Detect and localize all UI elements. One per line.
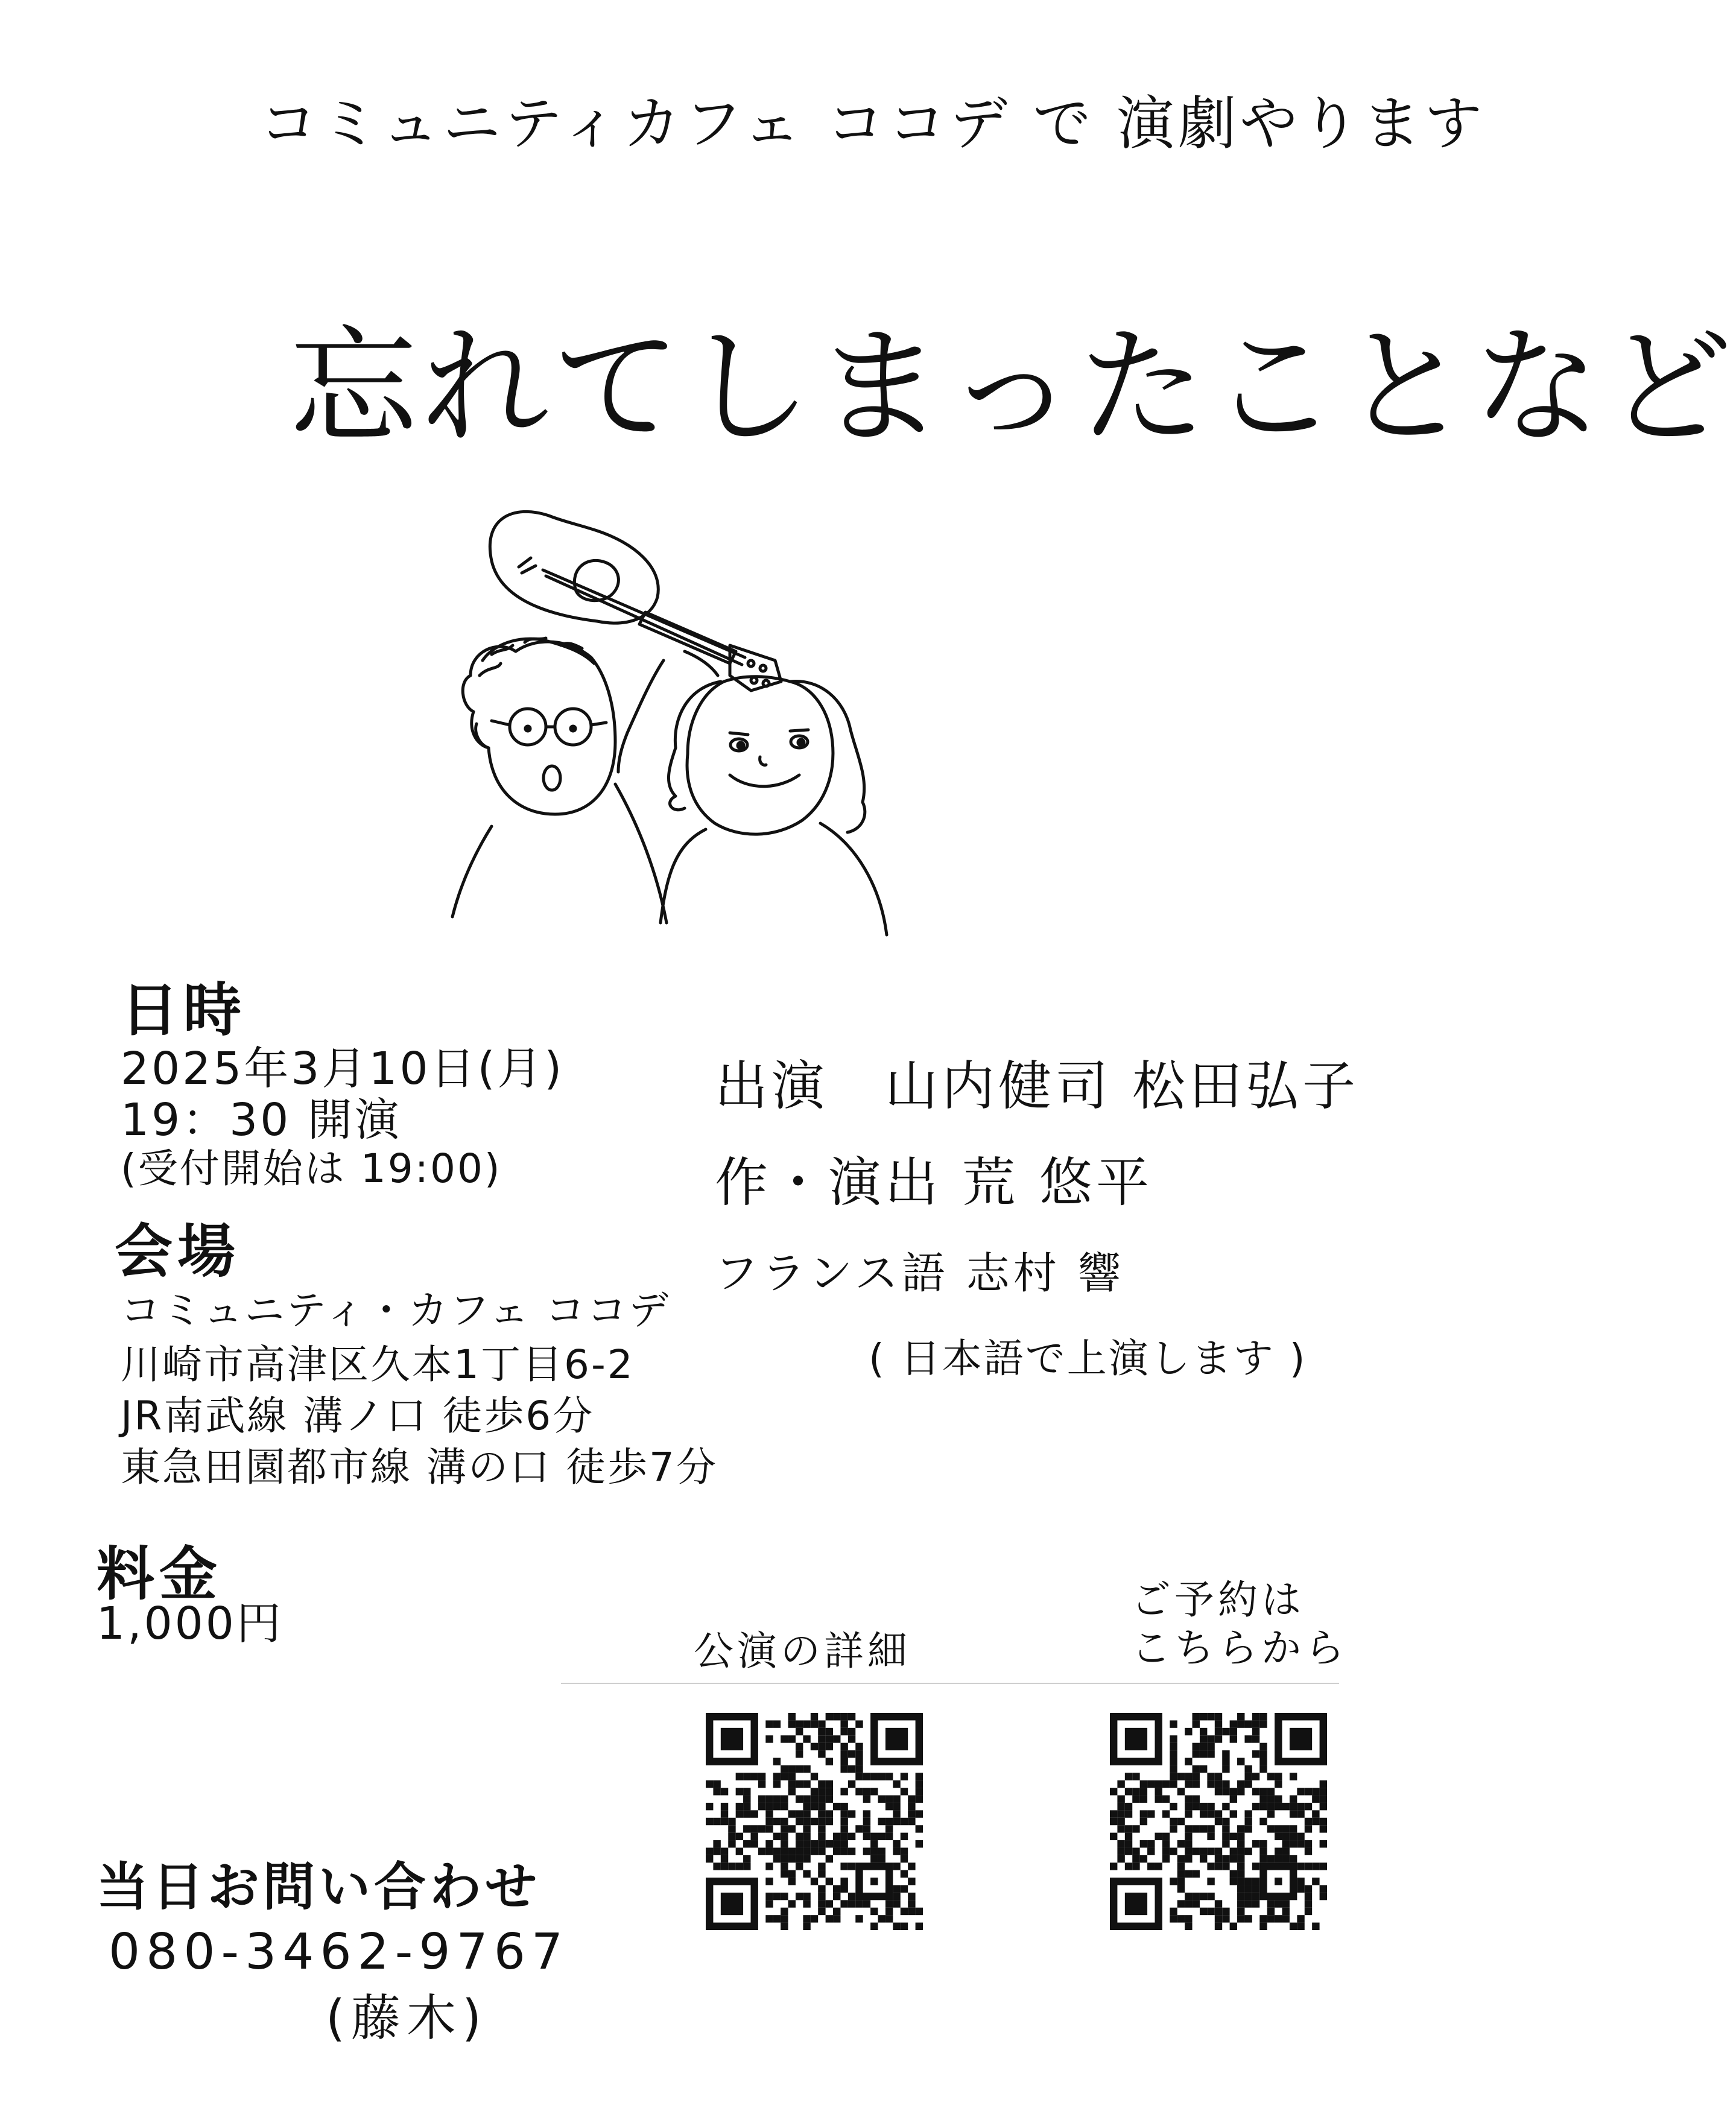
qr-code-details[interactable]	[706, 1713, 923, 1930]
fee-amount: 1,000円	[97, 1598, 284, 1650]
contact-phone: 080-3462-9767	[109, 1923, 569, 1981]
qr-details-label: 公演の詳細	[694, 1628, 911, 1674]
venue-name: コミュニティ・カフェ ココデ	[121, 1287, 671, 1334]
venue-access-tokyu: 東急田園都市線 溝の口 徒歩7分	[121, 1444, 718, 1490]
contact-heading: 当日お問い合わせ	[97, 1857, 540, 1917]
illustration	[446, 501, 941, 1019]
schedule-reception: (受付開始は 19:00)	[121, 1145, 502, 1192]
play-title: 忘れてしまったことなど	[290, 312, 1736, 461]
venue-heading: 会場	[115, 1218, 240, 1285]
fee-heading: 料金	[97, 1540, 222, 1608]
man-figure	[452, 638, 667, 923]
schedule-heading: 日時	[121, 976, 246, 1044]
venue-address: 川崎市高津区久本1丁目6-2	[121, 1341, 635, 1388]
qr-reserve-label-line2: こちらから	[1131, 1625, 1348, 1671]
qr-reserve-label-line1: ご予約は	[1131, 1577, 1305, 1623]
guitar-icon	[490, 511, 781, 691]
director-line: 作・演出 荒 悠平	[715, 1151, 1153, 1214]
cast-line: 出演 山内健司 松田弘子	[715, 1055, 1359, 1117]
divider	[561, 1683, 1339, 1684]
qr-code-reservation[interactable]	[1110, 1713, 1327, 1930]
french-line: フランス語 志村 響	[715, 1248, 1125, 1299]
contact-name: (藤木)	[326, 1990, 487, 2047]
tagline: コミュニティカフェ ココデ で 演劇やります	[259, 90, 1486, 157]
language-note: ( 日本語で上演します )	[869, 1335, 1307, 1382]
schedule-start: 19：30 開演	[121, 1094, 402, 1146]
venue-access-jr: JR南武線 溝ノ口 徒歩6分	[121, 1393, 595, 1439]
schedule-date: 2025年3月10日(月)	[121, 1043, 565, 1095]
